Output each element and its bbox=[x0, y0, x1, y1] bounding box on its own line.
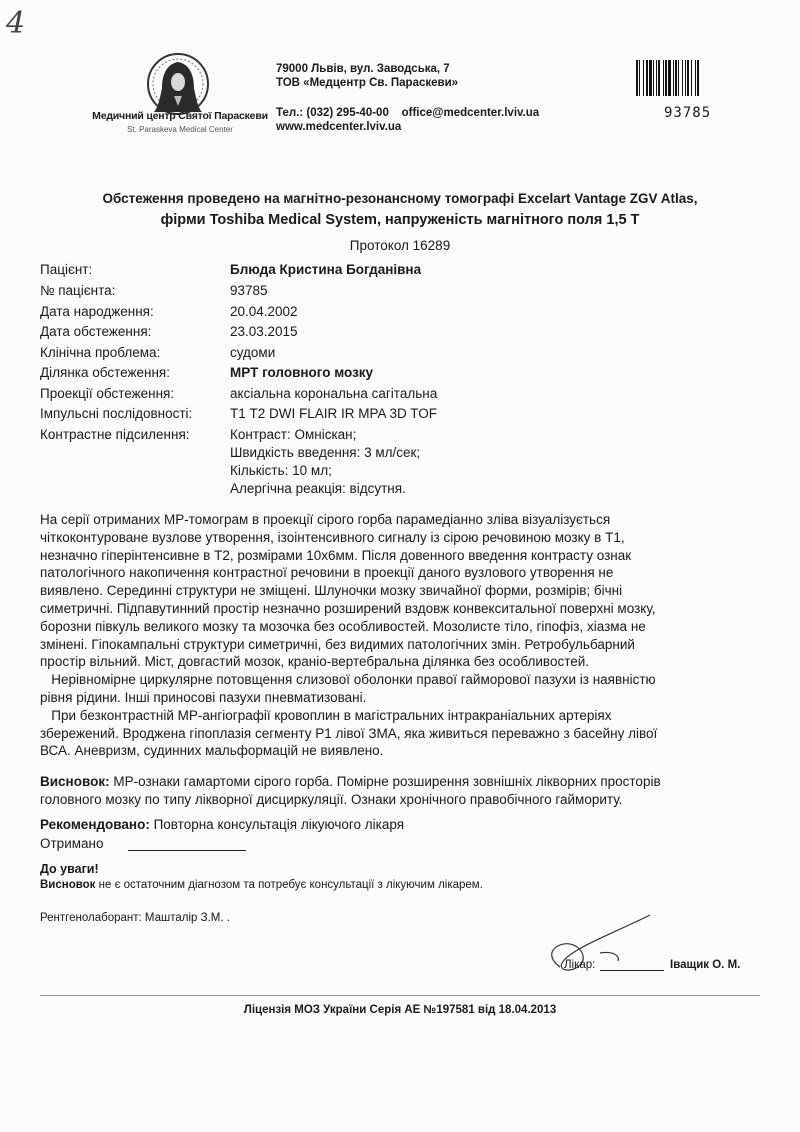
address-block bbox=[276, 62, 458, 90]
email: office@medcenter.lviv.ua bbox=[401, 107, 540, 119]
contrast-detail: Алергічна реакція: відсутня. bbox=[230, 481, 406, 496]
field-label: Імпульсні послідовності: bbox=[40, 406, 193, 421]
barcode-bar bbox=[682, 60, 683, 96]
address-line: 79000 Львів, вул. Заводська, 7 bbox=[276, 63, 450, 75]
barcode-bar bbox=[678, 60, 679, 96]
phone-email-line bbox=[276, 106, 539, 120]
conclusion-label: Висновок: bbox=[40, 774, 110, 789]
website: www.medcenter.lviv.ua bbox=[276, 121, 402, 133]
findings-line: Нерівномірне циркулярне потовщення слизової оболонки правої гайморової пазухи із наявністю bbox=[40, 672, 656, 688]
doctor-name: Іващик О. М. bbox=[670, 959, 741, 971]
findings-line: На серії отриманих МР-томограм в проекції сірого горба парамедіанно зліва візуалізується bbox=[40, 512, 611, 527]
conclusion-text1: МР-ознаки гамартоми сірого горба. Помірне розширення зовнішніх ліквoрних просторів bbox=[113, 774, 661, 789]
received-signature-line bbox=[128, 850, 246, 851]
technician: Рентгенолаборант: Машталір З.М. . bbox=[40, 912, 230, 924]
barcode-bar bbox=[697, 60, 699, 96]
barcode-bar bbox=[658, 60, 660, 96]
footer-divider bbox=[40, 995, 760, 996]
findings-line: симетричні. Підпавутинний простір незначно розширений вздовж конвекситальної поверхні мозку, bbox=[40, 600, 656, 616]
handwritten-page-number: 4 bbox=[6, 6, 26, 41]
contrast-detail: Кількість: 10 мл; bbox=[230, 463, 332, 478]
field-value: Т1 Т2 DWI FLAIR IR MPA 3D TOF bbox=[230, 406, 438, 421]
company-line: ТОВ «Медцентр Св. Параскеви» bbox=[276, 77, 459, 89]
field-value: 20.04.2002 bbox=[230, 304, 298, 319]
findings-text bbox=[40, 511, 720, 760]
logo-subtitle: St. Paraskeva Medical Center bbox=[127, 125, 233, 134]
barcode-bar bbox=[695, 60, 696, 96]
findings-line: рівня рідини. Інші приносові пазухи пневматизовані. bbox=[40, 689, 367, 705]
phone: Тел.: (032) 295-40-00 bbox=[276, 107, 389, 119]
barcode-bar bbox=[636, 60, 638, 96]
contrast-detail: Швидкість введення: 3 мл/сек; bbox=[230, 445, 421, 460]
field-value: 93785 bbox=[230, 283, 268, 298]
conclusion-line1 bbox=[40, 773, 740, 791]
field-label: Контрастне підсилення: bbox=[40, 427, 190, 442]
findings-line: борозни півкуль великого мозку та мозочка без особливостей. Мозолисте тіло, гіпофіз, хіазма не bbox=[40, 618, 646, 634]
conclusion-text2: головного мозку по типу ліквoрної дисциркуляції. Ознаки хронічного правобічного гаймориту. bbox=[40, 792, 623, 807]
findings-line: виявлено. Серединні структури не зміщені. Шлуночки мозку звичайної форми, розмірів; бічні bbox=[40, 583, 623, 599]
field-value: аксіальна корональна сагітальна bbox=[230, 386, 438, 401]
exam-heading-line1: Обстеження проведено на магнітно-резонансному томографі Excelart Vantage ZGV Atlas, bbox=[102, 191, 698, 206]
findings-line: чіткоконтуроване вузлове утворення, ізоінтенсивного сигналу із сірою речовиною мозку в Т1, bbox=[40, 529, 625, 545]
field-value: Контраст: Омніскан; bbox=[230, 427, 357, 442]
field-label: Клінічна проблема: bbox=[40, 345, 161, 360]
field-label: № пацієнта: bbox=[40, 283, 116, 298]
protocol-number: Протокол 16289 bbox=[349, 238, 451, 253]
logo-title: Медичний центр Святої Параскеви bbox=[92, 110, 268, 122]
barcode-bar bbox=[673, 60, 674, 96]
barcode-bar bbox=[691, 60, 692, 96]
recommendation-text: Повторна консультація лікуючого лікаря bbox=[153, 817, 405, 832]
findings-line: збережений. Вроджена гіпоплазія сегменту Р1 лівої ЗМА, яка живиться переважно з басейну лівої bbox=[40, 725, 658, 741]
attention-text: не є остаточним діагнозом та потребує консультації з лікуючим лікарем. bbox=[95, 879, 483, 891]
field-value: МРТ головного мозку bbox=[230, 365, 374, 380]
doctor-signature bbox=[540, 905, 670, 985]
findings-line: ВСА. Аневризм, судинних мальформацій не виявлено. bbox=[40, 743, 384, 759]
barcode-bar bbox=[687, 60, 689, 96]
barcode-bar bbox=[639, 60, 640, 96]
field-label: Проекції обстеження: bbox=[40, 386, 175, 401]
findings-line: змінені. Гіпокампальні структури симетричні, без видимих патологічних змін. Ретробульбарний bbox=[40, 636, 635, 652]
conclusion bbox=[40, 773, 740, 809]
field-label: Пацієнт: bbox=[40, 262, 93, 277]
exam-heading-line2: фірми Toshiba Medical System, напруженість магнітного поля 1,5 Т bbox=[160, 212, 640, 228]
barcode bbox=[636, 60, 752, 96]
findings-line: При безконтрастній МР-ангіографії кровоплин в магістральних інтракраніальних артеріях bbox=[40, 707, 612, 723]
findings-line: незначно гіперінтенсивне в Т2, розмірами 10х6мм. Після довенного введення контрасту ознак bbox=[40, 547, 632, 563]
contacts-block bbox=[276, 106, 539, 134]
attention-bold-word: Висновок bbox=[40, 879, 96, 891]
barcode-bar bbox=[653, 60, 654, 96]
doctor-signature-line bbox=[600, 970, 664, 971]
barcode-number: 93785 bbox=[664, 105, 712, 121]
field-value: Блюда Кристина Богданівна bbox=[230, 262, 422, 277]
findings-line: патологічного накопичення контрастної речовини в проекції даного вузлового утворення не bbox=[40, 565, 614, 581]
recommendation-label: Рекомендовано: bbox=[40, 817, 150, 832]
findings-line: простір вільний. Міст, довгастий мозок, краніо-вертебральна ділянка без особливостей. bbox=[40, 654, 590, 670]
attention-note bbox=[40, 879, 483, 891]
barcode-bar bbox=[646, 60, 648, 96]
recommendation bbox=[40, 817, 404, 832]
barcode-bar bbox=[649, 60, 652, 96]
license-text: Ліцензія МОЗ України Серія АЕ №197581 від 18.04.2013 bbox=[243, 1004, 557, 1016]
field-value: судоми bbox=[230, 345, 276, 360]
field-value: 23.03.2015 bbox=[230, 324, 298, 339]
field-label: Дата обстеження: bbox=[40, 324, 152, 339]
field-label: Дата народження: bbox=[40, 304, 154, 319]
doctor-label: Лікар: bbox=[564, 959, 596, 971]
barcode-bar bbox=[643, 60, 644, 96]
barcode-bar bbox=[668, 60, 671, 96]
barcode-bar bbox=[665, 60, 667, 96]
barcode-bar bbox=[675, 60, 677, 96]
field-label: Ділянка обстеження: bbox=[40, 365, 170, 380]
barcode-bar bbox=[656, 60, 657, 96]
barcode-bar bbox=[685, 60, 686, 96]
barcode-bar bbox=[663, 60, 664, 96]
attention-title: До уваги! bbox=[40, 862, 99, 876]
received-label: Отримано bbox=[40, 836, 104, 851]
